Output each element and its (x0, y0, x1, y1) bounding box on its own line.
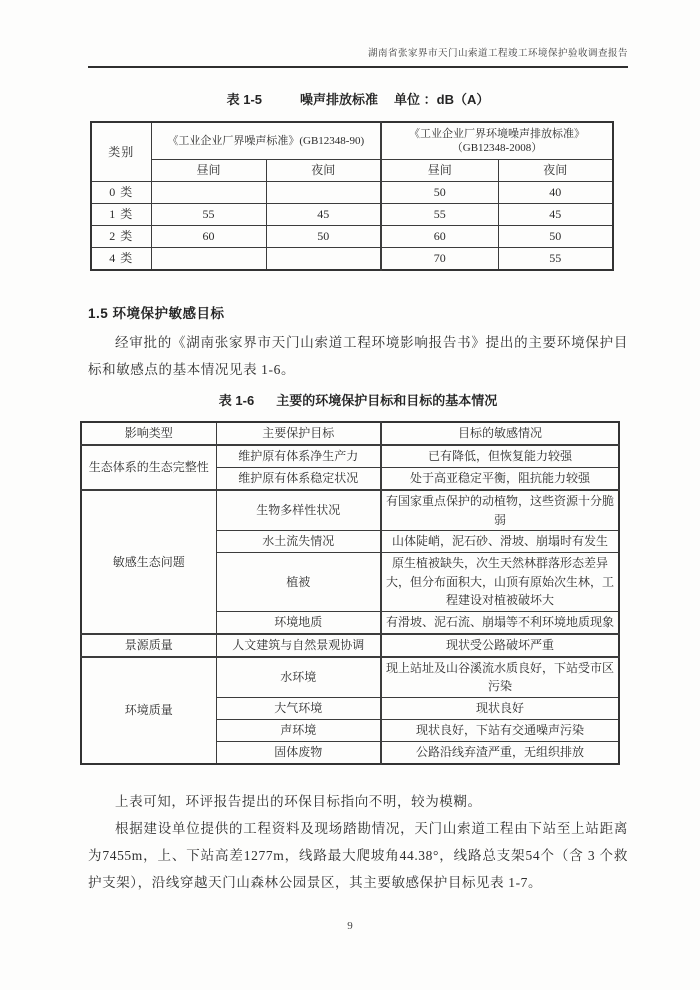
table-row (81, 634, 619, 657)
cell-day90 (151, 248, 266, 271)
cell-day90 (151, 182, 266, 204)
cell-target: 水环境 (216, 657, 381, 698)
table1-caption-label: 表 1-5 (226, 92, 263, 107)
header-cell-night08: 夜间 (498, 160, 613, 182)
protection-targets-table (80, 421, 620, 765)
table-row (81, 490, 619, 531)
group-ecosystem-integrity: 生态体系的生态完整性 (81, 445, 216, 490)
cell-target: 维护原有体系净生产力 (216, 445, 381, 468)
cell-status: 公路沿线弃渣严重，无组织排放 (381, 741, 619, 764)
cell-status: 现状良好，下站有交通噪声污染 (381, 719, 619, 741)
cell-target: 维护原有体系稳定状况 (216, 468, 381, 491)
cell-day90: 55 (151, 204, 266, 226)
closing-paragraph-1: 上表可知，环评报告提出的环保目标指向不明，较为模糊。 (115, 793, 482, 809)
table-row (81, 657, 619, 698)
table-row (81, 445, 619, 468)
table-row (91, 182, 613, 204)
cell-status: 现状良好 (381, 697, 619, 719)
table1-caption-unit: 单位 ：dB（A） (394, 92, 490, 107)
section-heading: 1.5 环境保护敏感目标 (88, 306, 225, 321)
cell-target: 人文建筑与自然景观协调 (216, 634, 381, 657)
header-cell-target: 主要保护目标 (216, 422, 381, 445)
running-header: 湖南省张家界市天门山索道工程竣工环境保护验收调查报告 (88, 48, 628, 68)
cell-status: 山体陡峭，泥石砂、滑坡、崩塌时有发生 (381, 531, 619, 553)
cell-target: 植被 (216, 553, 381, 612)
cell-category: 2 类 (91, 226, 151, 248)
table1-caption-title: 噪声排放标准 (300, 92, 379, 107)
cell-day08: 70 (381, 248, 498, 271)
group-sensitive-ecology: 敏感生态问题 (81, 490, 216, 634)
table-row (91, 160, 613, 182)
cell-night90 (266, 182, 381, 204)
cell-category: 1 类 (91, 204, 151, 226)
table-row (91, 248, 613, 271)
std2008-line1: 《工业企业厂界环境噪声排放标准》 (409, 128, 585, 140)
cell-status: 处于高亚稳定平衡，阻抗能力较强 (381, 468, 619, 491)
closing-paragraph-2: 根据建设单位提供的工程资料及现场踏勘情况，天门山索道工程由下站至上站距离为7455m，上、下站高差1277m，线路最大爬坡角44.38°，线路总支架54个（含 3 个救护支架），沿线穿越天门山森林公园景区，其主要敏感保护目标见表 1-7。 (88, 820, 628, 890)
cell-status: 原生植被缺失，次生天然林群落形态差异大，但分布面积大，山顶有原始次生林，工程建设对植被破坏大 (381, 553, 619, 612)
header-cell-std90: 《工业企业厂界噪声标准》(GB12348-90) (151, 122, 381, 160)
cell-night08: 55 (498, 248, 613, 271)
header-cell-day08: 昼间 (381, 160, 498, 182)
cell-day08: 50 (381, 182, 498, 204)
cell-status: 现状受公路破坏严重 (381, 634, 619, 657)
cell-night08: 45 (498, 204, 613, 226)
cell-status: 已有降低，但恢复能力较强 (381, 445, 619, 468)
table2-caption-title: 主要的环境保护目标和目标的基本情况 (276, 393, 498, 408)
std2008-line2: （GB12348-2008） (451, 142, 543, 154)
cell-target: 水土流失情况 (216, 531, 381, 553)
cell-category: 4 类 (91, 248, 151, 271)
cell-night90: 50 (266, 226, 381, 248)
header-cell-std2008 (381, 122, 613, 160)
table-row (81, 422, 619, 445)
header-cell-category: 类别 (91, 122, 151, 182)
cell-target: 生物多样性状况 (216, 490, 381, 531)
cell-target: 大气环境 (216, 697, 381, 719)
page-number: 9 (347, 920, 353, 932)
group-environment-quality: 环境质量 (81, 657, 216, 764)
header-cell-impact-type: 影响类型 (81, 422, 216, 445)
cell-day08: 55 (381, 204, 498, 226)
cell-target: 声环境 (216, 719, 381, 741)
cell-day08: 60 (381, 226, 498, 248)
table2-caption (88, 390, 628, 409)
page-content (88, 48, 628, 896)
header-cell-night90: 夜间 (266, 160, 381, 182)
cell-night08: 40 (498, 182, 613, 204)
table1-caption (88, 89, 628, 108)
cell-day90: 60 (151, 226, 266, 248)
header-cell-status: 目标的敏感情况 (381, 422, 619, 445)
table2-caption-label: 表 1-6 (218, 393, 255, 408)
cell-night08: 50 (498, 226, 613, 248)
cell-status: 有国家重点保护的动植物，这些资源十分脆弱 (381, 490, 619, 531)
table-row (91, 226, 613, 248)
cell-status: 有滑坡、泥石流、崩塌等不利环境地质现象 (381, 611, 619, 634)
group-scenery-quality: 景源质量 (81, 634, 216, 657)
noise-standards-table (90, 121, 614, 271)
cell-night90 (266, 248, 381, 271)
section-paragraph: 经审批的《湖南张家界市天门山索道工程环境影响报告书》提出的主要环境保护目标和敏感点的基本情况见表 1-6。 (88, 335, 628, 377)
cell-target: 固体废物 (216, 741, 381, 764)
cell-status: 现上站址及山谷溪流水质良好，下站受市区污染 (381, 657, 619, 698)
table-row (91, 122, 613, 160)
cell-category: 0 类 (91, 182, 151, 204)
table-row (91, 204, 613, 226)
cell-target: 环境地质 (216, 611, 381, 634)
cell-night90: 45 (266, 204, 381, 226)
header-cell-day90: 昼间 (151, 160, 266, 182)
